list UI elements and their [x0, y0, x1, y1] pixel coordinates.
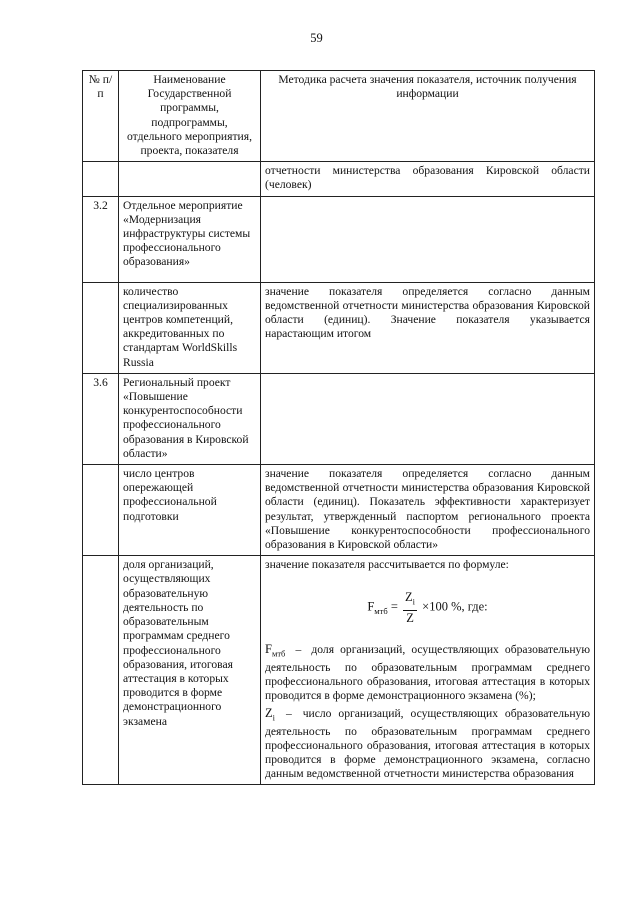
definition-text: число организаций, осуществляющих образовательную деятельность по образовательным программам среднего профессионального образования, итоговая аттестация в которых проводится в форме демонстрационного экзамена, согласно данным ведомственной отчетности министерства образования [265, 707, 590, 781]
page-number: 59 [310, 31, 323, 45]
row-number: 3.6 [83, 373, 119, 464]
row-method: значение показателя определяется согласно данным ведомственной отчетности министерства образования Кировской области (единиц). Показатель эффективности характеризует результат, утвержденный паспортом регионального проекта «Повышение конкурентоспособности профессионального образования в Кировской области» [261, 465, 595, 556]
indicator-methodology-table [82, 70, 595, 785]
row-method [261, 556, 595, 785]
table-header-row [83, 71, 595, 162]
formula-fraction [403, 590, 417, 626]
definition-dash: – [295, 642, 302, 656]
row-number [83, 465, 119, 556]
definition-symbol: F [265, 641, 272, 656]
definition-symbol-sub: i [272, 712, 276, 723]
row-method [261, 196, 595, 282]
formula-numerator: $Z_i$ [403, 590, 417, 611]
row-method [261, 373, 595, 464]
formula-tail: ×100 %, где: [422, 600, 488, 615]
row-method: отчетности министерства образования Кировской области (человек) [261, 162, 595, 196]
row-name: доля организаций, осуществляющих образовательную деятельность по образовательным программам среднего профессионального образования, итоговая аттестация в которых проводится в форме демонстрационного экзамена [119, 556, 261, 785]
definition-symbol-sub: мтб [271, 648, 286, 659]
header-number: № п/п [83, 71, 119, 162]
table-row [83, 162, 595, 196]
definition-text: доля организаций, осуществляющих образовательную деятельность по образовательным программам среднего профессионального образования, итоговая аттестация в которых проводится в форме демонстрационного экзамена (%); [265, 642, 590, 702]
row-number [83, 282, 119, 373]
header-method: Методика расчета значения показателя, источник получения информации [261, 71, 595, 162]
formula [265, 590, 590, 626]
row-name: количество специализированных центров компетенций, аккредитованных по стандартам WorldSkills Russia [119, 282, 261, 373]
table-row [83, 373, 595, 464]
formula-lhs-sub: мтб [374, 606, 388, 617]
table-row [83, 196, 595, 282]
definition-item [265, 706, 590, 781]
row-method: значение показателя определяется согласно данным ведомственной отчетности министерства образования Кировской области (единиц). Значение показателя указывается нарастающим итогом [261, 282, 595, 373]
formula-denominator: Z [406, 610, 414, 625]
formula-equals: = [390, 600, 398, 615]
row-number [83, 556, 119, 785]
row-number [83, 162, 119, 196]
row-name: Региональный проект «Повышение конкурентоспособности профессионального образования в Кировской области» [119, 373, 261, 464]
formula-lhs: F [367, 600, 375, 615]
row-name: Отдельное мероприятие «Модернизация инфраструктуры системы профессионального образования» [119, 196, 261, 282]
row-name: число центров опережающей профессиональной подготовки [119, 465, 261, 556]
row-name [119, 162, 261, 196]
formula-intro: значение показателя рассчитывается по формуле: [265, 558, 509, 572]
definition-item [265, 642, 590, 703]
row-number: 3.2 [83, 196, 119, 282]
definition-symbol: Z [265, 706, 273, 721]
table-row [83, 465, 595, 556]
header-name: Наименование Государственной программы, подпрограммы, отдельного мероприятия, проекта, показателя [119, 71, 261, 162]
table-row [83, 282, 595, 373]
table-row [83, 556, 595, 785]
definition-dash: – [285, 707, 292, 721]
